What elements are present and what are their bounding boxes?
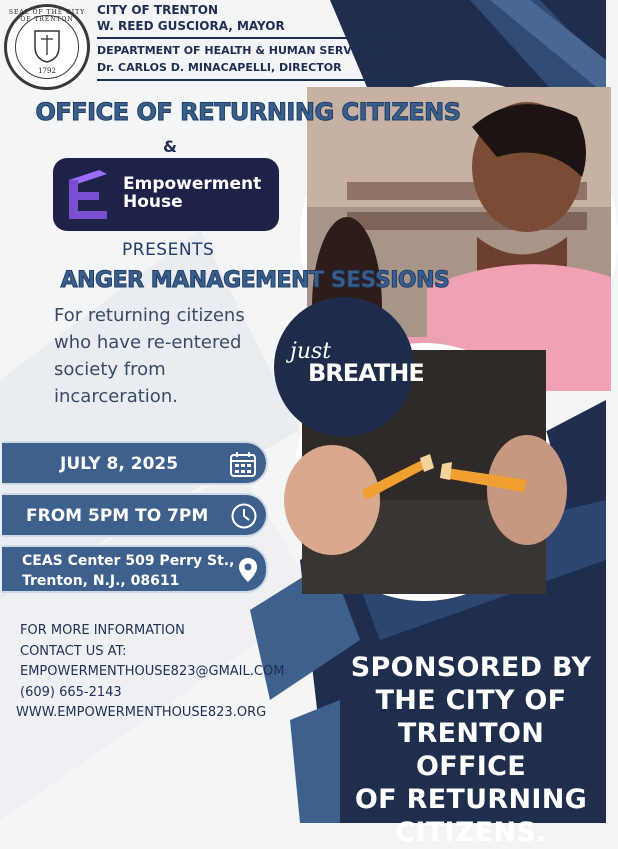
session-description: For returning citizens who have re-entered society from incarceration. bbox=[54, 305, 245, 407]
date-pill bbox=[2, 441, 268, 485]
badge-script-text: just bbox=[290, 339, 332, 364]
empowerment-house-logo bbox=[53, 158, 279, 231]
header-divider bbox=[97, 37, 397, 39]
seal-year: 1792 bbox=[38, 67, 56, 75]
location-pin-icon bbox=[238, 557, 258, 583]
page-title: OFFICE OF RETURNING CITIZENS bbox=[35, 98, 461, 126]
time-pill bbox=[2, 493, 268, 537]
contact-info bbox=[16, 621, 285, 724]
contact-subheading: CONTACT US AT: bbox=[20, 643, 127, 659]
mayor-name: W. REED GUSCIORA, MAYOR bbox=[97, 19, 285, 33]
city-seal bbox=[4, 4, 90, 90]
clock-icon bbox=[230, 502, 258, 530]
sponsor-line2: THE CITY OF bbox=[375, 685, 567, 716]
sponsor-statement bbox=[340, 651, 602, 849]
sponsor-line3: TRENTON OFFICE bbox=[397, 718, 545, 782]
session-title: ANGER MANAGEMENT SESSIONS bbox=[60, 268, 450, 293]
ampersand: & bbox=[163, 137, 177, 156]
sponsor-line1: SPONSORED BY bbox=[350, 652, 592, 683]
location-pill bbox=[2, 545, 268, 593]
partner-name-line2: House bbox=[123, 192, 183, 212]
partner-name-line1: Empowerment bbox=[123, 174, 262, 194]
contact-heading: FOR MORE INFORMATION bbox=[20, 623, 185, 638]
department-name: DEPARTMENT OF HEALTH & HUMAN SERVICES bbox=[97, 44, 380, 57]
event-date: JULY 8, 2025 bbox=[60, 454, 179, 474]
empowerment-house-icon bbox=[69, 170, 107, 219]
contact-phone: (609) 665-2143 bbox=[20, 684, 122, 700]
contact-website: WWW.EMPOWERMENTHOUSE823.ORG bbox=[16, 705, 267, 720]
calendar-icon bbox=[229, 450, 257, 478]
sponsor-line4: OF RETURNING bbox=[354, 784, 588, 815]
contact-email: EMPOWERMENTHOUSE823@GMAIL.COM bbox=[20, 664, 285, 679]
event-address bbox=[22, 551, 234, 591]
seal-shield-icon bbox=[33, 29, 61, 63]
sponsor-line5: CITIZENS. bbox=[395, 817, 547, 848]
address-line2: Trenton, N.J., 08611 bbox=[22, 573, 180, 589]
address-line1: CEAS Center 509 Perry St., bbox=[22, 553, 235, 569]
partner-name bbox=[123, 175, 261, 211]
director-name: Dr. CARLOS D. MINACAPELLI, DIRECTOR bbox=[97, 61, 342, 74]
seal-top-text: SEAL OF THE CITY OF TRENTON bbox=[8, 9, 86, 23]
event-time: FROM 5PM TO 7PM bbox=[26, 506, 209, 526]
header-divider-bottom bbox=[97, 79, 400, 81]
city-name: CITY OF TRENTON bbox=[97, 3, 218, 17]
presents-label: PRESENTS bbox=[122, 240, 215, 260]
badge-word-text: BREATHE bbox=[308, 359, 424, 387]
just-breathe-badge bbox=[274, 297, 424, 437]
